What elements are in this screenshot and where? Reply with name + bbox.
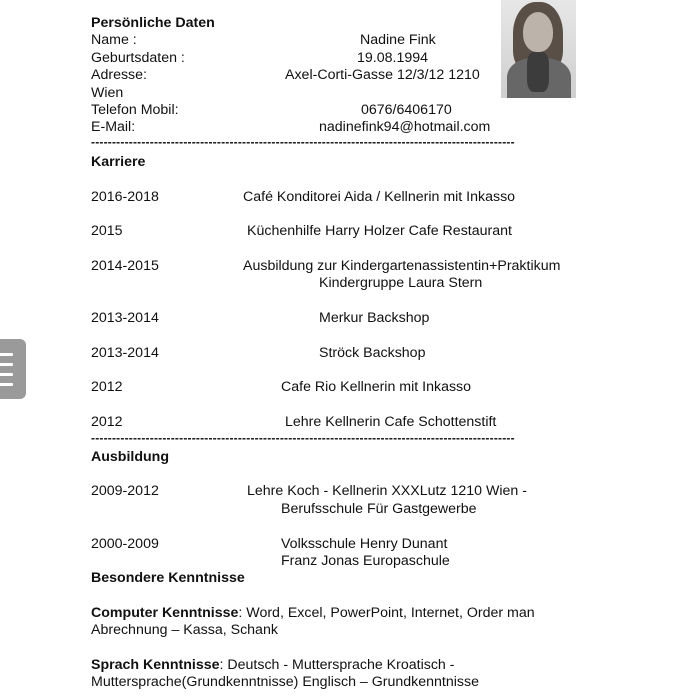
career-entry: Ausbildung zur Kindergartenassistentin+Praktikum [243,258,561,274]
address-label: Adresse: [91,67,147,83]
name-value: Nadine Fink [360,32,436,48]
education-entry: Volksschule Henry Dunant [281,536,448,552]
career-entry: Lehre Kellnerin Cafe Schottenstift [285,414,497,430]
personal-heading: Persönliche Daten [91,15,215,31]
education-heading: Ausbildung [91,449,170,465]
career-year: 2016-2018 [91,189,159,205]
career-year: 2012 [91,414,123,430]
career-year: 2013-2014 [91,345,159,361]
career-heading: Karriere [91,154,146,170]
address-value: Axel-Corti-Gasse 12/3/12 1210 [285,67,480,83]
language-skills-label: Sprach Kenntnisse [91,657,220,673]
career-entry: Café Konditorei Aida / Kellnerin mit Inkasso [243,189,516,205]
computer-skills-label: Computer Kenntnisse [91,605,239,621]
phone-label: Telefon Mobil: [91,102,179,118]
education-year: 2009-2012 [91,483,159,499]
career-year: 2013-2014 [91,310,159,326]
divider: ----------------------------------------------------------------------------------------------------- [91,135,515,149]
skills-heading: Besondere Kenntnisse [91,570,245,586]
portrait-photo [501,0,576,98]
computer-skills-value: : Word, Excel, PowerPoint, Internet, Order man [238,605,535,621]
education-year: 2000-2009 [91,536,159,552]
divider: ----------------------------------------------------------------------------------------------------- [91,431,515,445]
career-year: 2014-2015 [91,258,159,274]
language-skills [91,657,454,674]
career-year: 2015 [91,223,123,239]
career-entry: Ströck Backshop [319,345,426,361]
language-skills-value: : Deutsch - Muttersprache Kroatisch - [219,657,455,673]
address-city: Wien [91,85,124,101]
name-label: Name : [91,32,137,48]
menu-icon[interactable] [0,339,26,399]
education-entry-detail: Franz Jonas Europaschule [281,553,450,569]
career-entry: Merkur Backshop [319,310,430,326]
phone-value: 0676/6406170 [361,102,452,118]
email-label: E-Mail: [91,119,136,135]
career-entry: Cafe Rio Kellnerin mit Inkasso [281,379,472,395]
education-entry-detail: Berufsschule Für Gastgewerbe [281,501,477,517]
language-skills-detail: Muttersprache(Grundkenntnisse) Englisch – Grundkenntnisse [91,674,479,690]
email-value[interactable]: nadinefink94@hotmail.com [319,119,491,135]
education-entry: Lehre Koch - Kellnerin XXXLutz 1210 Wien - [247,483,527,499]
birth-label: Geburtsdaten : [91,50,185,66]
career-entry-detail: Kindergruppe Laura Stern [319,275,483,291]
computer-skills [91,605,535,622]
career-year: 2012 [91,379,123,395]
computer-skills-detail: Abrechnung – Kassa, Schank [91,622,278,638]
birth-value: 19.08.1994 [357,50,429,66]
career-entry: Küchenhilfe Harry Holzer Cafe Restaurant [247,223,512,239]
